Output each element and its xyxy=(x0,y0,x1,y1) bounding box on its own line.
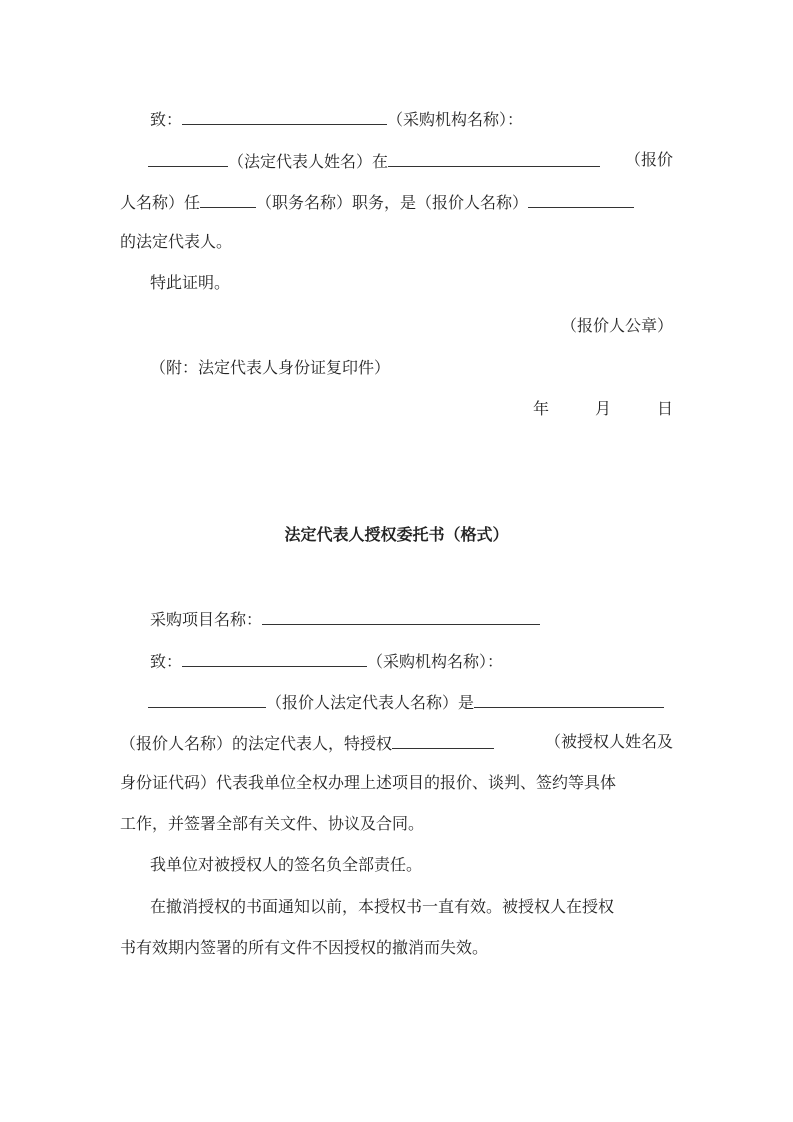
rep-line-1-end xyxy=(625,148,673,172)
validity-line-1: 在撤消授权的书面通知以前，本授权书一直有效。被授权人在授权 xyxy=(150,897,615,916)
to-suffix: （采购机构名称）： xyxy=(387,110,524,129)
validity-line-2: 书有效期内签署的所有文件不因授权的撤消而失效。 xyxy=(120,938,489,957)
auth-line-4: 工作，并签署全部有关文件、协议及合同。 xyxy=(120,814,425,833)
rep-line-2-b: （职务名称）职务，是（报价人名称） xyxy=(256,193,529,212)
date-day: 日 xyxy=(656,399,673,418)
to-label: 致： xyxy=(150,110,183,129)
to-line xyxy=(150,106,523,132)
bidder-name-blank-2[interactable] xyxy=(528,189,634,208)
rep-line-3: 的法定代表人。 xyxy=(120,232,233,251)
responsibility-text: 我单位对被授权人的签名负全部责任。 xyxy=(150,855,423,874)
auth-line-3: 身份证代码）代表我单位全权办理上述项目的报价、谈判、签约等具体 xyxy=(120,773,617,792)
project-label: 采购项目名称： xyxy=(150,610,263,629)
seal-text: （报价人公章） xyxy=(560,316,673,335)
agency-name-blank[interactable] xyxy=(182,106,387,125)
attachment-note: （附：法定代表人身份证复印件） xyxy=(150,358,391,377)
to-label-2: 致： xyxy=(150,652,183,671)
to-line-2 xyxy=(150,648,503,674)
bidder-name-blank-3[interactable] xyxy=(474,689,664,708)
project-line xyxy=(150,606,540,632)
date-line xyxy=(533,397,673,421)
rep-line-1 xyxy=(148,148,600,174)
to-suffix-2: （采购机构名称）： xyxy=(367,652,504,671)
rep-line-2 xyxy=(120,189,634,215)
rep-name-blank[interactable] xyxy=(148,148,228,167)
date-month: 月 xyxy=(594,399,611,418)
bidder-name-blank[interactable] xyxy=(388,148,600,167)
auth-line-2-b: （被授权人姓名及 xyxy=(544,732,673,751)
legal-rep-name-blank[interactable] xyxy=(148,689,266,708)
agency-name-blank-2[interactable] xyxy=(182,648,367,667)
certify-text: 特此证明。 xyxy=(150,273,231,292)
rep-line-1-b: （报价 xyxy=(624,150,673,169)
auth-line-2-end xyxy=(545,730,673,754)
authorized-person-blank[interactable] xyxy=(392,730,494,749)
auth-line-2-a: （报价人名称）的法定代表人，特授权 xyxy=(120,734,393,753)
date-year: 年 xyxy=(532,399,549,418)
auth-line-1 xyxy=(148,689,664,715)
authorization-title: 法定代表人授权委托书（格式） xyxy=(284,525,509,544)
rep-line-1-a: （法定代表人姓名）在 xyxy=(228,152,389,171)
auth-line-1-a: （报价人法定代表人名称）是 xyxy=(266,693,475,712)
position-blank[interactable] xyxy=(200,189,256,208)
project-name-blank[interactable] xyxy=(262,606,540,625)
rep-line-2-a: 人名称）任 xyxy=(120,193,201,212)
auth-line-2 xyxy=(120,730,494,756)
